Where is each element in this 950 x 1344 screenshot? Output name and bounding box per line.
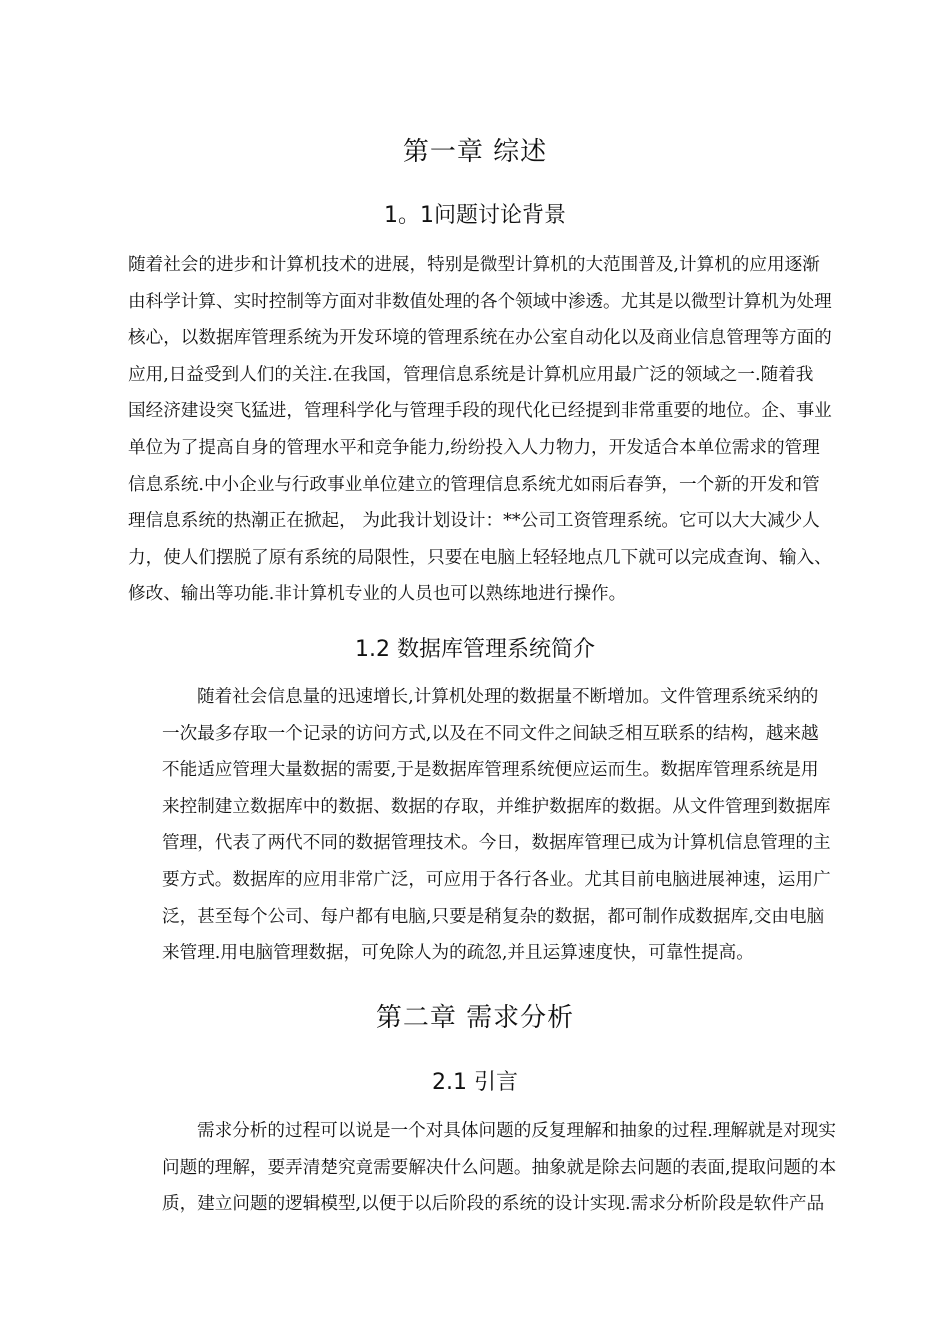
section-2-1-title: 2.1 引言 (432, 1070, 518, 1095)
text-line: 不能适应管理大量数据的需要,于是数据库管理系统便应运而生。数据库管理系统是用 (162, 760, 819, 781)
chapter-2-title: 第二章 需求分析 (375, 1003, 575, 1033)
text-line: 国经济建设突飞猛进，管理科学化与管理手段的现代化已经提到非常重要的地位。企、事业 (128, 401, 832, 422)
text-line: 信息系统.中小企业与行政事业单位建立的管理信息系统尤如雨后春笋，一个新的开发和管 (128, 474, 820, 495)
section-1-1-body (128, 247, 832, 613)
text-line: 核心，以数据库管理系统为开发环境的管理系统在办公室自动化以及商业信息管理等方面的 (128, 328, 832, 349)
text-line: 来控制建立数据库中的数据、数据的存取，并维护数据库的数据。从文件管理到数据库 (162, 796, 831, 817)
text-line: 应用,日益受到人们的关注.在我国，管理信息系统是计算机应用最广泛的领域之一.随着我 (128, 364, 814, 385)
text-line: 单位为了提高自身的管理水平和竞争能力,纷纷投入人力物力，开发适合本单位需求的管理 (128, 437, 820, 458)
text-line: 随着社会信息量的迅速增长,计算机处理的数据量不断增加。文件管理系统采纳的 (197, 687, 819, 707)
chapter-1-title: 第一章 综述 (402, 137, 548, 167)
section-1-2-title: 1.2 数据库管理系统简介 (355, 637, 595, 662)
section-2-1-body (162, 1113, 836, 1223)
text-line: 修改、输出等功能.非计算机专业的人员也可以熟练地进行操作。 (128, 584, 627, 605)
text-line: 要方式。数据库的应用非常广泛，可应用于各行各业。尤其目前电脑进展神速，运用广 (162, 869, 831, 890)
text-line: 由科学计算、实时控制等方面对非数值处理的各个领域中渗透。尤其是以微型计算机为处理 (128, 291, 832, 312)
text-line: 需求分析的过程可以说是一个对具体问题的反复理解和抽象的过程.理解就是对现实 (197, 1121, 836, 1141)
text-line: 问题的理解，要弄清楚究竟需要解决什么问题。抽象就是除去问题的表面,提取问题的本 (162, 1157, 837, 1178)
text-line: 质，建立问题的逻辑模型,以便于以后阶段的系统的设计实现.需求分析阶段是软件产品 (162, 1194, 825, 1215)
section-1-1-title: 1。1问题讨论背景 (384, 203, 566, 228)
text-line: 泛，甚至每个公司、每户都有电脑,只要是稍复杂的数据，都可制作成数据库,交由电脑 (162, 906, 825, 927)
text-line: 随着社会的进步和计算机技术的进展，特别是微型计算机的大范围普及,计算机的应用逐渐 (128, 255, 820, 275)
text-line: 来管理.用电脑管理数据，可免除人为的疏忽,并且运算速度快，可靠性提高。 (162, 943, 754, 964)
section-1-2-body (162, 679, 831, 972)
text-line: 力，使人们摆脱了原有系统的局限性，只要在电脑上轻轻地点几下就可以完成查询、输入、 (128, 547, 832, 568)
text-line: 管理，代表了两代不同的数据管理技术。今日，数据库管理已成为计算机信息管理的主 (162, 833, 831, 854)
text-line: 一次最多存取一个记录的访问方式,以及在不同文件之间缺乏相互联系的结构，越来越 (162, 723, 819, 744)
text-line: 理信息系统的热潮正在掀起， 为此我计划设计：**公司工资管理系统。它可以大大减少人 (128, 511, 820, 532)
